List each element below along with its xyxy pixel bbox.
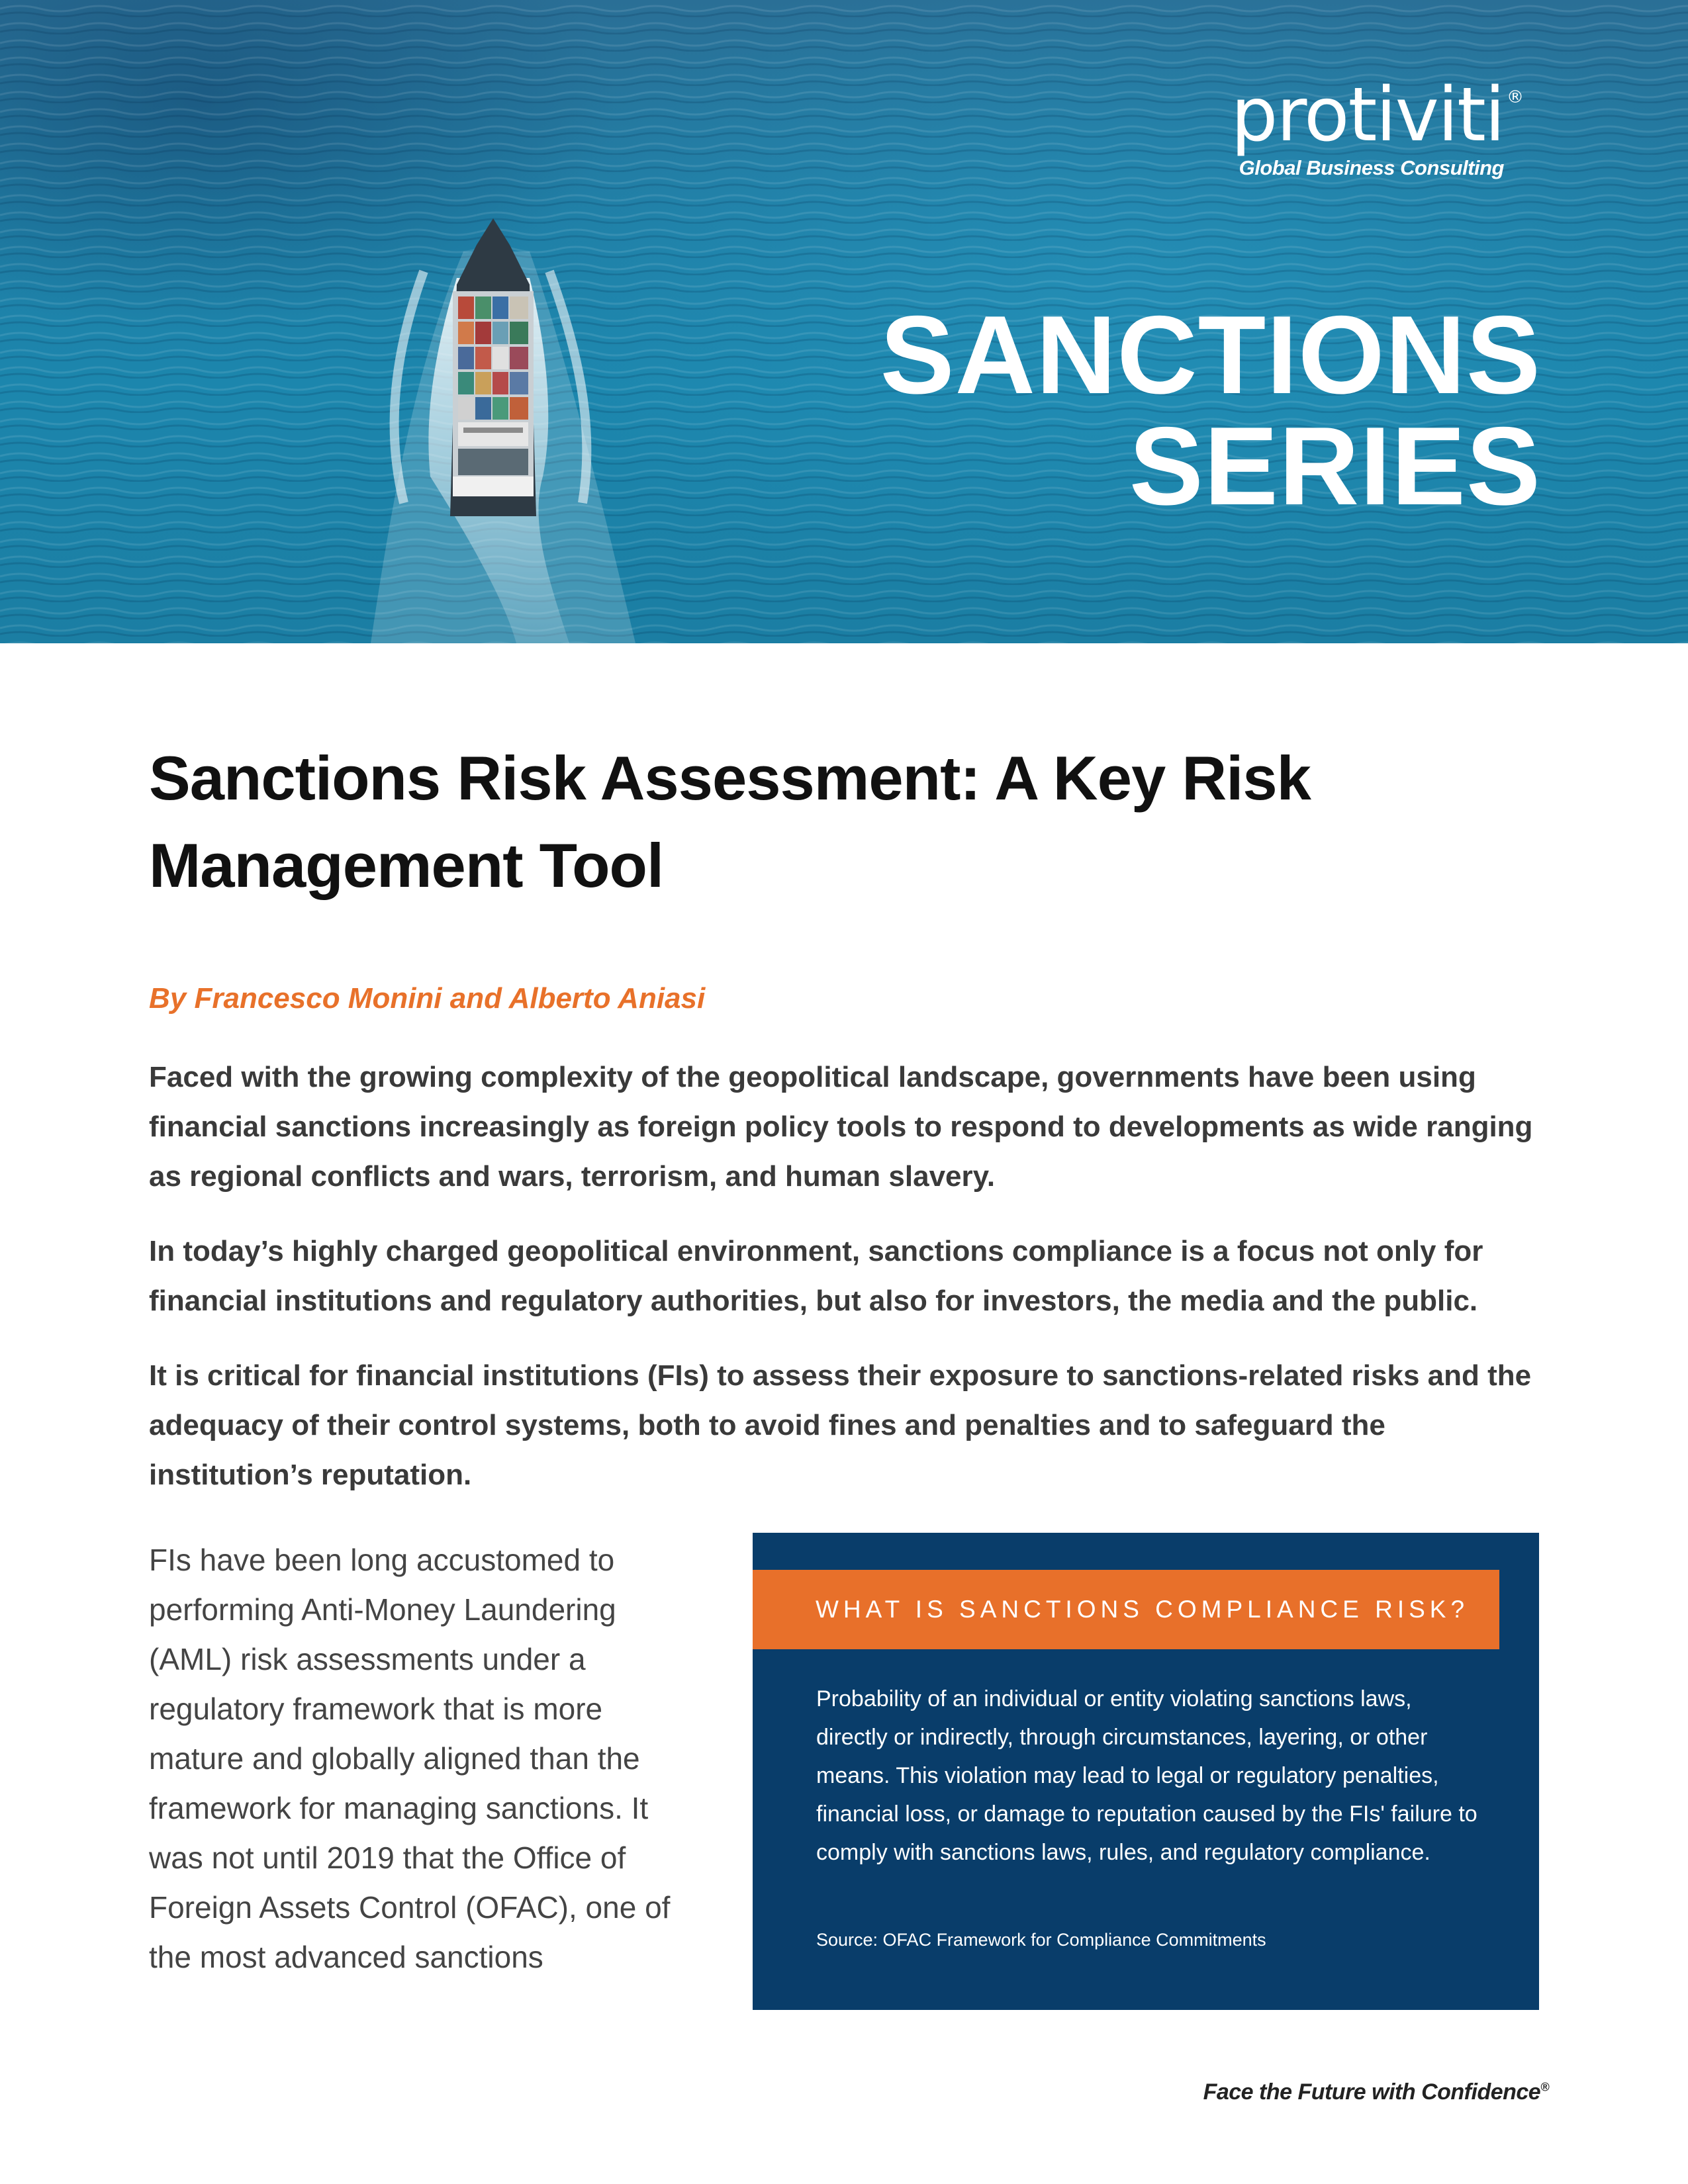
article-title [149,735,1473,909]
protiviti-logo [1231,72,1523,180]
logo-tagline: Global Business Consulting [1239,156,1504,179]
series-title-line2: SERIES [1129,404,1541,528]
series-title [880,293,1541,528]
article-title-line1: Sanctions Risk Assessment: A Key Risk [149,743,1311,813]
footer-tagline-text: Face the Future with Confidence [1203,2079,1541,2105]
byline: By Francesco Monini and Alberto Aniasi [149,982,706,1015]
body-paragraph: FIs have been long accustomed to performing Anti-Money Laundering (AML) risk assessments under a regulatory framework that is more mature and globally aligned than the framework for managing sanctions. It was not until 2019 that the Office of Foreign Assets Control (OFAC), one of the most advanced sanctions [149,1543,671,1974]
definition-callout-box [753,1533,1539,2010]
callout-source: Source: OFAC Framework for Compliance Commitments [816,1930,1266,1950]
registered-mark: ® [1507,87,1523,107]
series-title-line1: SANCTIONS [880,293,1541,417]
callout-heading-bar [753,1570,1499,1649]
footer-registered-mark: ® [1540,2080,1549,2094]
intro-section [149,1052,1546,1525]
callout-definition-text: Probability of an individual or entity violating sanctions laws, directly or indirectly, through circumstances, layering, or other means. This violation may lead to legal or regulatory penalties, financial loss, or damage to reputation caused by the FIs' failure to comply with sanctions laws, rules, and regulatory compliance. [816,1686,1477,1865]
intro-paragraph: In today’s highly charged geopolitical environment, sanctions compliance is a focus not only for financial institutions and regulatory authorities, but also for investors, the media and the public. [149,1235,1483,1317]
hero-banner [0,0,1688,643]
intro-paragraph: It is critical for financial institutions (FIs) to assess their exposure to sanctions-related risks and the adequacy of their control systems, both to avoid fines and penalties and to safeguard the institution’s reputation. [149,1359,1532,1491]
footer-tagline [1203,2079,1549,2105]
logo-wordmark: protiviti [1231,72,1504,158]
article-title-line2: Management Tool [149,831,664,900]
intro-paragraph: Faced with the growing complexity of the geopolitical landscape, governments have been using financial sanctions increasingly as foreign policy tools to respond to developments as wide ranging as regional conflicts and wars, terrorism, and human slavery. [149,1061,1533,1193]
callout-heading: WHAT IS SANCTIONS COMPLIANCE RISK? [816,1596,1470,1623]
